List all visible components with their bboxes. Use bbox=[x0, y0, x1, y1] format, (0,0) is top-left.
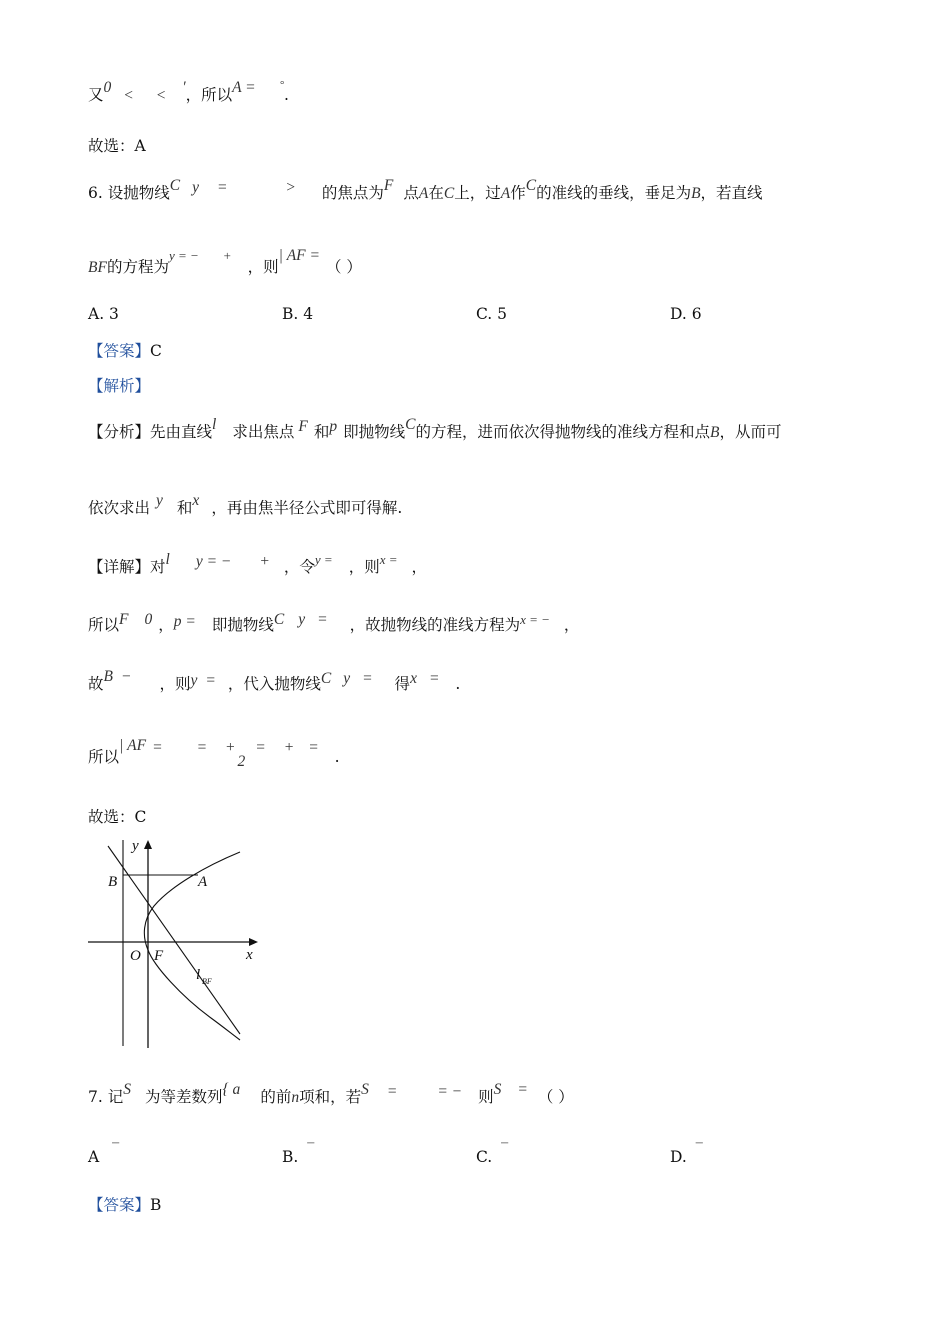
label-b: B bbox=[108, 874, 118, 890]
math: A bbox=[418, 185, 429, 202]
option-math: − bbox=[500, 1135, 509, 1152]
math: − bbox=[120, 668, 132, 685]
math: l bbox=[165, 551, 170, 568]
math: y bbox=[156, 492, 163, 509]
q6-answer bbox=[88, 340, 162, 362]
math: ° bbox=[279, 79, 285, 91]
q6-choice: 故选：C bbox=[88, 808, 147, 826]
af-line bbox=[88, 737, 340, 770]
line-bf bbox=[108, 846, 240, 1034]
math: A bbox=[500, 185, 511, 202]
option-label: A bbox=[88, 1148, 100, 1166]
text: （ ） bbox=[326, 258, 362, 276]
q7-option-b bbox=[282, 1135, 316, 1167]
q6-stem-line1 bbox=[88, 177, 763, 205]
text: 求出焦点 bbox=[232, 423, 295, 441]
parabola-curve bbox=[144, 852, 240, 1040]
math: = bbox=[517, 1081, 528, 1098]
math: x bbox=[410, 670, 417, 687]
math: x bbox=[192, 492, 200, 509]
math: F bbox=[119, 611, 129, 628]
label-l-sub: BF bbox=[202, 977, 212, 986]
math: C bbox=[443, 185, 455, 202]
label-f: F bbox=[154, 948, 164, 964]
text: ，则 bbox=[159, 675, 191, 693]
q7-stem bbox=[88, 1081, 574, 1109]
fenxi-line1 bbox=[88, 416, 782, 444]
text: （ ） bbox=[537, 1088, 574, 1106]
text: ，则 bbox=[348, 558, 380, 576]
answer-value: C bbox=[150, 342, 162, 360]
text: . bbox=[455, 675, 461, 693]
xiangjie-line bbox=[88, 551, 428, 579]
math: + bbox=[259, 553, 270, 570]
label-o: O bbox=[130, 948, 141, 964]
math: | AF bbox=[119, 737, 147, 754]
math: = bbox=[205, 672, 216, 689]
text: 故 bbox=[88, 675, 104, 693]
math: ′ bbox=[182, 79, 186, 96]
math: B bbox=[103, 668, 113, 685]
xiangjie-tag: 【详解】 bbox=[88, 558, 151, 576]
text: 的方程，进而依次得抛物线的准线方程和点 bbox=[415, 423, 710, 441]
q5-conclusion-line bbox=[88, 79, 289, 108]
math: BF bbox=[88, 259, 107, 276]
math: y bbox=[298, 611, 306, 628]
math: B bbox=[709, 424, 720, 441]
math: C bbox=[320, 670, 332, 687]
text: ，故抛物线的准线方程为 bbox=[349, 616, 521, 634]
text: ， bbox=[158, 616, 174, 634]
option-math: − bbox=[694, 1135, 704, 1152]
text: 点 bbox=[403, 184, 419, 202]
math: + bbox=[225, 739, 236, 756]
y-axis-arrow bbox=[144, 840, 152, 849]
answer-value: B bbox=[150, 1196, 162, 1214]
math: B bbox=[691, 185, 701, 202]
text: 和 bbox=[176, 499, 193, 517]
option-math: − bbox=[111, 1135, 120, 1152]
math: { a bbox=[222, 1081, 241, 1098]
q6-analysis-tag: 【解析】 bbox=[88, 377, 151, 395]
math: 0 bbox=[103, 79, 112, 96]
q6-option-d: D. 6 bbox=[670, 305, 702, 323]
math: y bbox=[190, 672, 198, 689]
math: y bbox=[192, 179, 199, 196]
math: F bbox=[383, 177, 394, 194]
math: C bbox=[405, 416, 416, 433]
q7-option-c bbox=[476, 1135, 509, 1167]
math: A = bbox=[232, 79, 256, 96]
q6-stem-line2 bbox=[88, 247, 362, 279]
math: = bbox=[317, 611, 328, 628]
math: x = − bbox=[520, 612, 550, 627]
text: 和 bbox=[313, 423, 330, 441]
text: 先由直线 bbox=[150, 423, 213, 441]
math: C bbox=[169, 177, 181, 194]
question-number: 6. 设抛物线 bbox=[88, 184, 170, 202]
q6-option-c: C. 5 bbox=[476, 305, 508, 323]
text: 在 bbox=[428, 184, 444, 202]
math: y = − bbox=[195, 553, 232, 570]
q6-option-a: A. 3 bbox=[88, 305, 119, 323]
option-label: D. bbox=[670, 1148, 687, 1166]
text: . bbox=[284, 86, 289, 104]
q7-answer bbox=[88, 1194, 161, 1216]
math: = bbox=[308, 739, 319, 756]
label-y: y bbox=[132, 838, 139, 854]
math: | AF = bbox=[278, 247, 320, 264]
q7-option-a bbox=[88, 1135, 120, 1167]
math: = bbox=[386, 1083, 398, 1100]
text: 作 bbox=[510, 184, 526, 202]
label-l: l bbox=[196, 967, 201, 983]
text: 对 bbox=[150, 558, 166, 576]
math: < bbox=[155, 87, 167, 104]
question-number: 7. 记 bbox=[88, 1088, 124, 1106]
text: 依次求出 bbox=[88, 499, 151, 517]
math: = bbox=[362, 670, 373, 687]
text: ，若直线 bbox=[700, 184, 763, 202]
text: ，代入抛物线 bbox=[227, 675, 321, 693]
text: ，令 bbox=[283, 558, 315, 576]
math: = − bbox=[437, 1083, 463, 1100]
text: 项和，若 bbox=[299, 1088, 362, 1106]
point-b-line bbox=[88, 668, 461, 696]
text: ，则 bbox=[247, 258, 279, 276]
math: y = − bbox=[168, 248, 199, 263]
text: 得 bbox=[394, 675, 411, 693]
math: y = bbox=[314, 552, 333, 567]
math: < bbox=[123, 87, 134, 104]
label-x: x bbox=[246, 947, 253, 963]
text: ， bbox=[563, 616, 580, 634]
label-a: A bbox=[198, 874, 208, 890]
math: 2 bbox=[237, 753, 246, 770]
text: 又 bbox=[88, 86, 104, 104]
text: 所以 bbox=[88, 748, 120, 766]
math: S bbox=[493, 1081, 502, 1098]
text: 的准线的垂线，垂足为 bbox=[536, 184, 692, 202]
option-label: C. bbox=[476, 1148, 493, 1166]
math: l bbox=[212, 416, 217, 433]
math: F bbox=[298, 418, 308, 435]
q7-option-d bbox=[670, 1135, 704, 1167]
answer-tag: 【答案】 bbox=[88, 342, 151, 360]
math: p = bbox=[173, 613, 196, 630]
math: C bbox=[273, 611, 285, 628]
text: 所以 bbox=[88, 616, 120, 634]
math: S bbox=[361, 1081, 369, 1098]
math: n bbox=[291, 1089, 300, 1106]
text: 为等差数列 bbox=[144, 1088, 223, 1106]
q5-choice: 故选：A bbox=[88, 137, 146, 155]
math: S bbox=[123, 1081, 131, 1098]
fenxi-line2 bbox=[88, 492, 403, 520]
text: ， bbox=[411, 558, 428, 576]
math: = bbox=[196, 739, 208, 756]
fenxi-tag: 【分析】 bbox=[88, 423, 151, 441]
math: = bbox=[216, 179, 228, 196]
option-math: − bbox=[306, 1135, 316, 1152]
math: 0 bbox=[144, 611, 153, 628]
text: . bbox=[334, 748, 340, 766]
text: 上，过 bbox=[454, 184, 501, 202]
text: 的方程为 bbox=[106, 258, 169, 276]
text: ，从而可 bbox=[719, 423, 782, 441]
math: = bbox=[152, 739, 163, 756]
math: C bbox=[525, 177, 537, 194]
text: 的焦点为 bbox=[321, 184, 384, 202]
answer-tag: 【答案】 bbox=[88, 1196, 151, 1214]
text: 的前 bbox=[260, 1088, 292, 1106]
parabola-figure bbox=[86, 836, 266, 1050]
math: > bbox=[285, 179, 296, 196]
focus-line bbox=[88, 611, 580, 637]
math: p bbox=[329, 418, 338, 435]
text: 即抛物线 bbox=[343, 423, 406, 441]
text: ，再由焦半径公式即可得解. bbox=[211, 499, 403, 517]
math: x = bbox=[379, 552, 398, 567]
option-label: B. bbox=[282, 1148, 299, 1166]
math: = bbox=[428, 670, 440, 687]
text: ，所以 bbox=[185, 86, 233, 104]
math: + bbox=[222, 248, 232, 263]
x-axis-arrow bbox=[249, 938, 258, 946]
text: 则 bbox=[478, 1088, 494, 1106]
q6-option-b: B. 4 bbox=[282, 305, 314, 323]
math: + bbox=[283, 739, 295, 756]
math: = bbox=[255, 739, 266, 756]
math: y bbox=[343, 670, 351, 687]
text: 即抛物线 bbox=[211, 616, 274, 634]
